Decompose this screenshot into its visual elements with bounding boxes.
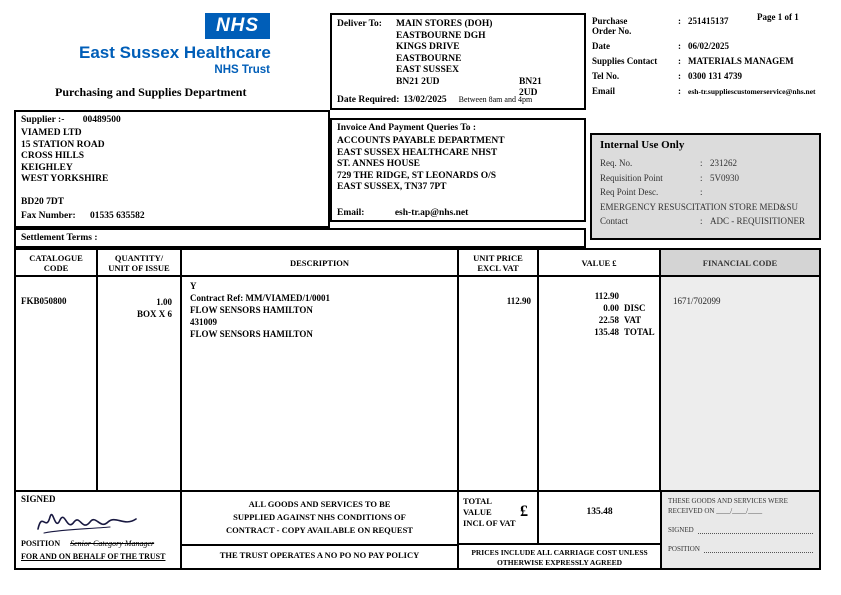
carriage-line: OTHERWISE EXPRESSLY AGREED (496, 557, 623, 567)
postcode: BN21 2UD (396, 76, 440, 87)
order-number-row (592, 16, 828, 36)
quantity-header: QUANTITY/ UNIT OF ISSUE (98, 250, 180, 277)
supplies-contact-label: Supplies Contact (592, 56, 658, 66)
email-label: Email (592, 86, 616, 96)
description-line: 431009 (190, 317, 217, 327)
supplies-contact-row (592, 56, 828, 66)
date-required-label: Date Required: (337, 95, 400, 105)
colon: : (700, 172, 703, 183)
postcode-line (396, 76, 542, 98)
address-line: EAST SUSSEX, TN37 7PT (337, 182, 447, 192)
invoice-email-label: Email: (337, 208, 365, 218)
email-value: esh-tr.suppliescustomerservice@nhs.net (688, 87, 816, 96)
invoice-email-row (337, 208, 468, 218)
req-point-desc-row (600, 187, 816, 197)
received-date-line: RECEIVED ON ____/____/____ (668, 507, 763, 515)
fax-value: 01535 635582 (90, 211, 145, 221)
address-line: EAST SUSSEX HEALTHCARE NHST (337, 147, 498, 158)
requisition-point-row (600, 173, 816, 183)
address-line: CROSS HILLS (21, 151, 85, 161)
unit-price-header: UNIT PRICE EXCL VAT (459, 250, 537, 277)
carriage-note (457, 543, 662, 570)
settlement-terms-label: Settlement Terms : (21, 233, 98, 243)
received-position-label: POSITION (668, 545, 700, 553)
value-column (539, 250, 661, 490)
requisition-point-value: 5V0930 (710, 172, 739, 183)
financial-code-header: FINANCIAL CODE (661, 250, 819, 277)
delivery-window: Between 8am and 4pm (458, 95, 533, 104)
signature (32, 502, 154, 538)
address-line: EAST SUSSEX (396, 65, 459, 75)
colon: : (678, 56, 681, 66)
postcode-right: BN21 2UD (519, 76, 542, 98)
financial-code-column (661, 250, 819, 490)
supplier-box (14, 110, 330, 228)
catalogue-column (16, 250, 98, 490)
invoice-address (337, 136, 505, 194)
tel-label: Tel No. (592, 71, 620, 81)
signed-label: SIGNED (21, 494, 56, 504)
received-position-row (668, 545, 813, 553)
order-date-label: Date (592, 41, 610, 51)
no-po-no-pay-policy: THE TRUST OPERATES A NO PO NO PAY POLICY (219, 550, 420, 560)
address-line: EASTBOURNE (396, 53, 462, 64)
signed-box (14, 490, 182, 570)
colon: : (678, 16, 681, 26)
order-date-value: 06/02/2025 (688, 41, 730, 51)
address-line: MAIN STORES (DOH) (396, 19, 493, 29)
colon: : (678, 86, 681, 96)
quantity-value: 1.00 (156, 297, 172, 307)
vat-line: 22.58 VAT (598, 315, 642, 325)
total-value-amount: 135.48 (537, 490, 662, 545)
address-line: KINGS DRIVE (396, 42, 460, 52)
tel-value: 0300 131 4739 (688, 71, 742, 81)
position-label: POSITION (21, 539, 61, 548)
items-table (14, 248, 821, 492)
deliver-to-label: Deliver To: (337, 19, 382, 29)
behalf-text: FOR AND ON BEHALF OF THE TRUST (21, 552, 166, 561)
quantity-cell (98, 277, 180, 320)
address-line: EASTBOURNE DGH (396, 30, 486, 41)
department-title: Purchasing and Supplies Department (55, 85, 247, 99)
supplier-row (21, 115, 121, 125)
position-row (21, 539, 154, 548)
address-line: BD20 7DT (21, 197, 65, 207)
nhs-logo: NHS (205, 13, 270, 39)
order-date-row (592, 41, 828, 51)
req-no-label: Req. No. (600, 158, 633, 168)
req-no-row (600, 158, 816, 168)
page-indicator: Page 1 of 1 (757, 12, 799, 22)
fax-row (21, 211, 145, 221)
supplies-contact-value: MATERIALS MANAGEM (688, 56, 794, 66)
description-header: DESCRIPTION (182, 250, 457, 277)
conditions-line: ALL GOODS AND SERVICES TO BE (248, 499, 391, 509)
internal-use-rows (600, 158, 816, 226)
description-line: Y (190, 281, 197, 291)
unit-price-cell: 112.90 (506, 296, 531, 306)
fax-label: Fax Number: (21, 211, 76, 221)
address-line: ST. ANNES HOUSE (337, 159, 420, 169)
description-cell (182, 277, 457, 340)
quantity-column (98, 250, 182, 490)
goods-received-box (660, 490, 821, 570)
deliver-to-box (330, 13, 586, 110)
date-required-value: 13/02/2025 (403, 95, 447, 105)
address-line: 15 STATION ROAD (21, 139, 105, 150)
value-cell (539, 277, 659, 338)
catalogue-header: CATALOGUE CODE (16, 250, 96, 277)
tel-row (592, 71, 828, 81)
conditions-line: SUPPLIED AGAINST NHS CONDITIONS OF (233, 512, 406, 522)
req-no-value: 231262 (710, 158, 737, 168)
supplier-label: Supplier :- (21, 115, 65, 125)
contact-label: Contact (600, 216, 628, 226)
internal-use-title: Internal Use Only (600, 139, 685, 151)
conditions-box (180, 490, 459, 570)
order-number-label: Purchase Order No. (592, 16, 632, 36)
order-number-value: 251415137 (688, 16, 729, 26)
dotted-line (698, 532, 813, 534)
invoice-queries-box (330, 118, 586, 222)
description-line: Contract Ref: MM/VIAMED/1/0001 (190, 293, 330, 303)
address-line: VIAMED LTD (21, 128, 82, 138)
supplier-address (21, 128, 108, 209)
address-line: WEST YORKSHIRE (21, 174, 109, 184)
colon: : (678, 71, 681, 81)
date-required-row (337, 95, 532, 105)
req-point-desc-value (710, 187, 816, 197)
conditions-text (182, 492, 457, 537)
address-line: ACCOUNTS PAYABLE DEPARTMENT (337, 136, 505, 146)
total-value-label-box (457, 490, 539, 545)
invoice-email-value: esh-tr.ap@nhs.net (394, 208, 469, 218)
deliver-to-address (396, 19, 542, 98)
email-row (592, 86, 828, 96)
carriage-line: PRICES INCLUDE ALL CARRIAGE COST UNLESS (471, 548, 648, 557)
address-line: 729 THE RIDGE, ST LEONARDS O/S (337, 170, 497, 181)
req-point-desc-label: Req Point Desc. (600, 187, 659, 197)
unit-of-issue: BOX X 6 (136, 309, 172, 319)
settlement-terms-bar (14, 228, 586, 248)
total-line: 135.48 TOTAL (594, 327, 655, 337)
req-point-desc-text: EMERGENCY RESUSCITATION STORE MED&SU (600, 201, 799, 212)
requisition-point-label: Requisition Point (600, 172, 663, 183)
address-line (21, 186, 108, 198)
received-signed-row (668, 526, 813, 534)
currency-symbol: £ (520, 503, 528, 520)
contact-value: ADC - REQUISITIONER (710, 216, 805, 226)
colon: : (700, 187, 703, 197)
catalogue-code-cell: FKB050800 (21, 296, 67, 306)
received-signed-label: SIGNED (668, 526, 694, 534)
financial-code-cell: 1671/702099 (673, 296, 721, 306)
supplier-code: 00489500 (82, 115, 121, 125)
address-line: KEIGHLEY (21, 162, 73, 173)
conditions-line: CONTRACT - COPY AVAILABLE ON REQUEST (226, 525, 413, 535)
description-line: FLOW SENSORS HAMILTON (190, 305, 313, 315)
internal-use-box (590, 133, 821, 240)
unit-price-column (459, 250, 539, 490)
trust-name: East Sussex Healthcare (79, 43, 271, 62)
description-column (182, 250, 459, 490)
trust-type: NHS Trust (214, 64, 270, 76)
description-line: FLOW SENSORS HAMILTON (190, 329, 313, 339)
discount-line: 0.00 DISC (603, 303, 646, 313)
value-line: 112.90 (594, 291, 619, 301)
position-value: Senior Category Manager (70, 539, 155, 548)
contact-row (600, 216, 816, 226)
total-value-label: TOTAL VALUE INCL OF VAT (463, 496, 516, 528)
colon: : (678, 41, 681, 51)
dotted-line (704, 551, 813, 553)
colon: : (700, 158, 703, 168)
order-info-panel (592, 16, 828, 96)
colon: : (700, 216, 703, 226)
received-line: THESE GOODS AND SERVICES WERE (668, 497, 788, 505)
invoice-queries-title: Invoice And Payment Queries To : (337, 123, 477, 133)
divider (182, 544, 457, 546)
value-header: VALUE £ (539, 250, 659, 277)
